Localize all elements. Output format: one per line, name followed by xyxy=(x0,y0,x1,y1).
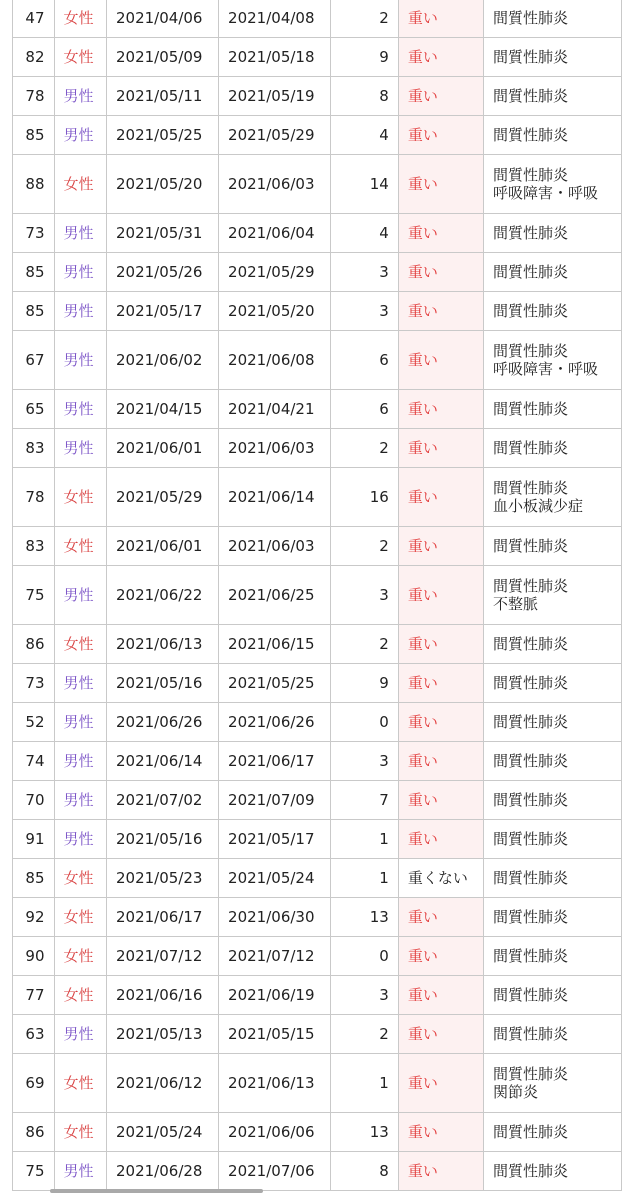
report-date-cell: 2021/05/20 xyxy=(219,292,331,331)
table-row xyxy=(13,820,622,859)
severity-cell: 重い xyxy=(398,1015,483,1054)
table-row xyxy=(13,116,622,155)
age-cell: 78 xyxy=(13,77,55,116)
report-date-cell: 2021/05/19 xyxy=(219,77,331,116)
days-cell: 2 xyxy=(331,527,399,566)
symptom-label: 間質性肺炎 xyxy=(492,830,568,848)
sex-cell: 男性 xyxy=(54,253,107,292)
symptom-cell xyxy=(483,214,621,253)
days-cell: 13 xyxy=(331,898,399,937)
table-row xyxy=(13,38,622,77)
age-cell: 75 xyxy=(13,566,55,625)
age-cell: 52 xyxy=(13,703,55,742)
symptom-cell xyxy=(483,468,621,527)
report-date-cell: 2021/06/03 xyxy=(219,155,331,214)
sex-cell: 男性 xyxy=(54,820,107,859)
age-cell: 47 xyxy=(13,0,55,38)
onset-date-cell: 2021/06/02 xyxy=(107,331,219,390)
table-row xyxy=(13,0,622,38)
table-row xyxy=(13,77,622,116)
severity-cell: 重い xyxy=(398,820,483,859)
age-cell: 74 xyxy=(13,742,55,781)
days-cell: 6 xyxy=(331,331,399,390)
age-cell: 77 xyxy=(13,976,55,1015)
onset-date-cell: 2021/05/09 xyxy=(107,38,219,77)
report-date-cell: 2021/06/03 xyxy=(219,429,331,468)
onset-date-cell: 2021/05/31 xyxy=(107,214,219,253)
sex-cell: 男性 xyxy=(54,331,107,390)
sex-cell: 男性 xyxy=(54,781,107,820)
sex-cell: 女性 xyxy=(54,468,107,527)
onset-date-cell: 2021/06/22 xyxy=(107,566,219,625)
age-cell: 67 xyxy=(13,331,55,390)
days-cell: 2 xyxy=(331,1015,399,1054)
sex-cell: 女性 xyxy=(54,155,107,214)
symptom-cell xyxy=(483,566,621,625)
severity-cell: 重い xyxy=(398,527,483,566)
severity-cell: 重い xyxy=(398,331,483,390)
symptom-cell xyxy=(483,1015,621,1054)
age-cell: 92 xyxy=(13,898,55,937)
sex-cell: 男性 xyxy=(54,1152,107,1191)
severity-cell: 重い xyxy=(398,253,483,292)
days-cell: 2 xyxy=(331,0,399,38)
age-cell: 75 xyxy=(13,1152,55,1191)
days-cell: 2 xyxy=(331,625,399,664)
symptom-cell xyxy=(483,1113,621,1152)
severity-cell: 重い xyxy=(398,703,483,742)
severity-cell: 重い xyxy=(398,625,483,664)
symptom-label: 間質性肺炎 xyxy=(492,224,568,242)
symptom-label: 間質性肺炎 xyxy=(492,635,568,653)
symptom-label: 間質性肺炎 xyxy=(492,1123,568,1141)
symptom-label: 間質性肺炎 xyxy=(492,166,568,184)
symptom-cell xyxy=(483,331,621,390)
days-cell: 13 xyxy=(331,1113,399,1152)
days-cell: 3 xyxy=(331,292,399,331)
age-cell: 86 xyxy=(13,625,55,664)
symptom-label: 関節炎 xyxy=(492,1083,538,1101)
age-cell: 85 xyxy=(13,116,55,155)
table-row xyxy=(13,253,622,292)
symptom-label: 血小板減少症 xyxy=(492,497,583,515)
onset-date-cell: 2021/05/16 xyxy=(107,664,219,703)
symptom-label: 間質性肺炎 xyxy=(492,713,568,731)
report-date-cell: 2021/07/06 xyxy=(219,1152,331,1191)
symptom-label: 間質性肺炎 xyxy=(492,479,568,497)
onset-date-cell: 2021/07/12 xyxy=(107,937,219,976)
horizontal-scrollbar[interactable] xyxy=(50,1189,263,1193)
onset-date-cell: 2021/04/06 xyxy=(107,0,219,38)
days-cell: 9 xyxy=(331,664,399,703)
age-cell: 63 xyxy=(13,1015,55,1054)
report-date-cell: 2021/04/21 xyxy=(219,390,331,429)
age-cell: 88 xyxy=(13,155,55,214)
symptom-label: 間質性肺炎 xyxy=(492,342,568,360)
symptom-label: 間質性肺炎 xyxy=(492,986,568,1004)
onset-date-cell: 2021/06/16 xyxy=(107,976,219,1015)
table-row xyxy=(13,390,622,429)
report-date-cell: 2021/06/08 xyxy=(219,331,331,390)
severity-cell: 重い xyxy=(398,38,483,77)
table-row xyxy=(13,859,622,898)
symptom-cell xyxy=(483,429,621,468)
days-cell: 0 xyxy=(331,703,399,742)
onset-date-cell: 2021/06/13 xyxy=(107,625,219,664)
symptom-label: 間質性肺炎 xyxy=(492,537,568,555)
report-date-cell: 2021/06/30 xyxy=(219,898,331,937)
table-row xyxy=(13,703,622,742)
sex-cell: 男性 xyxy=(54,429,107,468)
age-cell: 85 xyxy=(13,292,55,331)
report-date-cell: 2021/05/15 xyxy=(219,1015,331,1054)
symptom-cell xyxy=(483,703,621,742)
report-date-cell: 2021/05/29 xyxy=(219,253,331,292)
severity-cell: 重い xyxy=(398,664,483,703)
severity-cell: 重い xyxy=(398,77,483,116)
sex-cell: 女性 xyxy=(54,1113,107,1152)
table-row xyxy=(13,429,622,468)
days-cell: 0 xyxy=(331,937,399,976)
sex-cell: 男性 xyxy=(54,664,107,703)
table-row xyxy=(13,566,622,625)
sex-cell: 女性 xyxy=(54,937,107,976)
severity-cell: 重い xyxy=(398,155,483,214)
symptom-label: 呼吸障害・呼吸 xyxy=(492,360,598,378)
severity-cell: 重い xyxy=(398,0,483,38)
symptom-label: 間質性肺炎 xyxy=(492,1065,568,1083)
symptom-label: 間質性肺炎 xyxy=(492,1025,568,1043)
age-cell: 69 xyxy=(13,1054,55,1113)
report-date-cell: 2021/05/18 xyxy=(219,38,331,77)
days-cell: 3 xyxy=(331,253,399,292)
table-row xyxy=(13,898,622,937)
symptom-label: 呼吸障害・呼吸 xyxy=(492,184,598,202)
sex-cell: 男性 xyxy=(54,292,107,331)
sex-cell: 男性 xyxy=(54,742,107,781)
onset-date-cell: 2021/07/02 xyxy=(107,781,219,820)
days-cell: 14 xyxy=(331,155,399,214)
report-date-cell: 2021/05/24 xyxy=(219,859,331,898)
symptom-label: 間質性肺炎 xyxy=(492,869,568,887)
age-cell: 83 xyxy=(13,527,55,566)
sex-cell: 女性 xyxy=(54,0,107,38)
sex-cell: 女性 xyxy=(54,38,107,77)
symptom-label: 間質性肺炎 xyxy=(492,947,568,965)
symptom-cell xyxy=(483,1054,621,1113)
days-cell: 16 xyxy=(331,468,399,527)
onset-date-cell: 2021/05/17 xyxy=(107,292,219,331)
symptom-cell xyxy=(483,820,621,859)
sex-cell: 男性 xyxy=(54,703,107,742)
age-cell: 82 xyxy=(13,38,55,77)
symptom-cell xyxy=(483,781,621,820)
table-row xyxy=(13,292,622,331)
onset-date-cell: 2021/05/23 xyxy=(107,859,219,898)
sex-cell: 女性 xyxy=(54,1054,107,1113)
symptom-cell xyxy=(483,742,621,781)
table-row xyxy=(13,527,622,566)
report-date-cell: 2021/06/06 xyxy=(219,1113,331,1152)
severity-cell: 重い xyxy=(398,292,483,331)
symptom-label: 間質性肺炎 xyxy=(492,674,568,692)
table-row xyxy=(13,937,622,976)
table-row xyxy=(13,1054,622,1113)
table-row xyxy=(13,331,622,390)
age-cell: 85 xyxy=(13,253,55,292)
table-row xyxy=(13,1015,622,1054)
symptom-cell xyxy=(483,1152,621,1191)
table-row xyxy=(13,742,622,781)
symptom-cell xyxy=(483,859,621,898)
age-cell: 78 xyxy=(13,468,55,527)
sex-cell: 男性 xyxy=(54,390,107,429)
severity-cell: 重い xyxy=(398,468,483,527)
days-cell: 6 xyxy=(331,390,399,429)
severity-cell: 重い xyxy=(398,937,483,976)
symptom-label: 間質性肺炎 xyxy=(492,577,568,595)
symptom-cell xyxy=(483,155,621,214)
report-date-cell: 2021/06/26 xyxy=(219,703,331,742)
table-row xyxy=(13,625,622,664)
severity-cell: 重い xyxy=(398,116,483,155)
days-cell: 3 xyxy=(331,742,399,781)
severity-cell: 重い xyxy=(398,898,483,937)
table-row xyxy=(13,781,622,820)
symptom-cell xyxy=(483,937,621,976)
onset-date-cell: 2021/06/01 xyxy=(107,429,219,468)
report-date-cell: 2021/05/17 xyxy=(219,820,331,859)
report-date-cell: 2021/06/19 xyxy=(219,976,331,1015)
table-row xyxy=(13,468,622,527)
days-cell: 4 xyxy=(331,214,399,253)
days-cell: 7 xyxy=(331,781,399,820)
severity-cell: 重い xyxy=(398,976,483,1015)
age-cell: 90 xyxy=(13,937,55,976)
age-cell: 83 xyxy=(13,429,55,468)
onset-date-cell: 2021/05/24 xyxy=(107,1113,219,1152)
days-cell: 3 xyxy=(331,976,399,1015)
severity-cell: 重い xyxy=(398,781,483,820)
age-cell: 91 xyxy=(13,820,55,859)
symptom-cell xyxy=(483,77,621,116)
symptom-label: 間質性肺炎 xyxy=(492,439,568,457)
onset-date-cell: 2021/06/17 xyxy=(107,898,219,937)
onset-date-cell: 2021/05/25 xyxy=(107,116,219,155)
onset-date-cell: 2021/06/26 xyxy=(107,703,219,742)
symptom-cell xyxy=(483,253,621,292)
report-date-cell: 2021/06/15 xyxy=(219,625,331,664)
symptom-label: 不整脈 xyxy=(492,595,538,613)
age-cell: 86 xyxy=(13,1113,55,1152)
symptom-cell xyxy=(483,976,621,1015)
onset-date-cell: 2021/05/11 xyxy=(107,77,219,116)
symptom-label: 間質性肺炎 xyxy=(492,126,568,144)
age-cell: 73 xyxy=(13,664,55,703)
onset-date-cell: 2021/05/20 xyxy=(107,155,219,214)
age-cell: 70 xyxy=(13,781,55,820)
table-row xyxy=(13,664,622,703)
onset-date-cell: 2021/06/12 xyxy=(107,1054,219,1113)
symptom-cell xyxy=(483,38,621,77)
table-row xyxy=(13,214,622,253)
severity-cell: 重い xyxy=(398,1054,483,1113)
table-row xyxy=(13,155,622,214)
severity-cell: 重い xyxy=(398,742,483,781)
age-cell: 73 xyxy=(13,214,55,253)
onset-date-cell: 2021/05/16 xyxy=(107,820,219,859)
days-cell: 8 xyxy=(331,77,399,116)
sex-cell: 男性 xyxy=(54,1015,107,1054)
report-date-cell: 2021/04/08 xyxy=(219,0,331,38)
symptom-cell xyxy=(483,625,621,664)
onset-date-cell: 2021/06/28 xyxy=(107,1152,219,1191)
report-date-cell: 2021/06/17 xyxy=(219,742,331,781)
table-row xyxy=(13,976,622,1015)
symptom-label: 間質性肺炎 xyxy=(492,400,568,418)
days-cell: 1 xyxy=(331,1054,399,1113)
onset-date-cell: 2021/06/01 xyxy=(107,527,219,566)
severity-cell: 重い xyxy=(398,390,483,429)
symptom-cell xyxy=(483,898,621,937)
onset-date-cell: 2021/04/15 xyxy=(107,390,219,429)
sex-cell: 女性 xyxy=(54,859,107,898)
report-date-cell: 2021/07/09 xyxy=(219,781,331,820)
sex-cell: 女性 xyxy=(54,976,107,1015)
symptom-label: 間質性肺炎 xyxy=(492,9,568,27)
symptom-cell xyxy=(483,527,621,566)
sex-cell: 男性 xyxy=(54,214,107,253)
onset-date-cell: 2021/05/29 xyxy=(107,468,219,527)
sex-cell: 女性 xyxy=(54,527,107,566)
sex-cell: 女性 xyxy=(54,898,107,937)
report-date-cell: 2021/05/29 xyxy=(219,116,331,155)
table-body xyxy=(13,0,622,1191)
onset-date-cell: 2021/05/13 xyxy=(107,1015,219,1054)
severity-cell: 重くない xyxy=(398,859,483,898)
symptom-label: 間質性肺炎 xyxy=(492,908,568,926)
symptom-cell xyxy=(483,116,621,155)
report-date-cell: 2021/07/12 xyxy=(219,937,331,976)
severity-cell: 重い xyxy=(398,1152,483,1191)
report-date-cell: 2021/06/25 xyxy=(219,566,331,625)
days-cell: 9 xyxy=(331,38,399,77)
symptom-label: 間質性肺炎 xyxy=(492,87,568,105)
report-date-cell: 2021/06/13 xyxy=(219,1054,331,1113)
severity-cell: 重い xyxy=(398,566,483,625)
symptom-cell xyxy=(483,0,621,38)
symptom-cell xyxy=(483,664,621,703)
days-cell: 4 xyxy=(331,116,399,155)
symptom-label: 間質性肺炎 xyxy=(492,1162,568,1180)
adverse-event-table xyxy=(12,0,622,1191)
symptom-label: 間質性肺炎 xyxy=(492,752,568,770)
sex-cell: 男性 xyxy=(54,77,107,116)
sex-cell: 男性 xyxy=(54,566,107,625)
symptom-cell xyxy=(483,390,621,429)
report-date-cell: 2021/05/25 xyxy=(219,664,331,703)
days-cell: 3 xyxy=(331,566,399,625)
days-cell: 1 xyxy=(331,820,399,859)
sex-cell: 男性 xyxy=(54,116,107,155)
age-cell: 85 xyxy=(13,859,55,898)
symptom-label: 間質性肺炎 xyxy=(492,263,568,281)
days-cell: 1 xyxy=(331,859,399,898)
sex-cell: 女性 xyxy=(54,625,107,664)
table-row xyxy=(13,1113,622,1152)
symptom-label: 間質性肺炎 xyxy=(492,302,568,320)
days-cell: 8 xyxy=(331,1152,399,1191)
symptom-label: 間質性肺炎 xyxy=(492,791,568,809)
days-cell: 2 xyxy=(331,429,399,468)
severity-cell: 重い xyxy=(398,429,483,468)
table-row xyxy=(13,1152,622,1191)
severity-cell: 重い xyxy=(398,214,483,253)
symptom-label: 間質性肺炎 xyxy=(492,48,568,66)
report-date-cell: 2021/06/04 xyxy=(219,214,331,253)
onset-date-cell: 2021/06/14 xyxy=(107,742,219,781)
severity-cell: 重い xyxy=(398,1113,483,1152)
age-cell: 65 xyxy=(13,390,55,429)
report-date-cell: 2021/06/03 xyxy=(219,527,331,566)
onset-date-cell: 2021/05/26 xyxy=(107,253,219,292)
symptom-cell xyxy=(483,292,621,331)
report-date-cell: 2021/06/14 xyxy=(219,468,331,527)
